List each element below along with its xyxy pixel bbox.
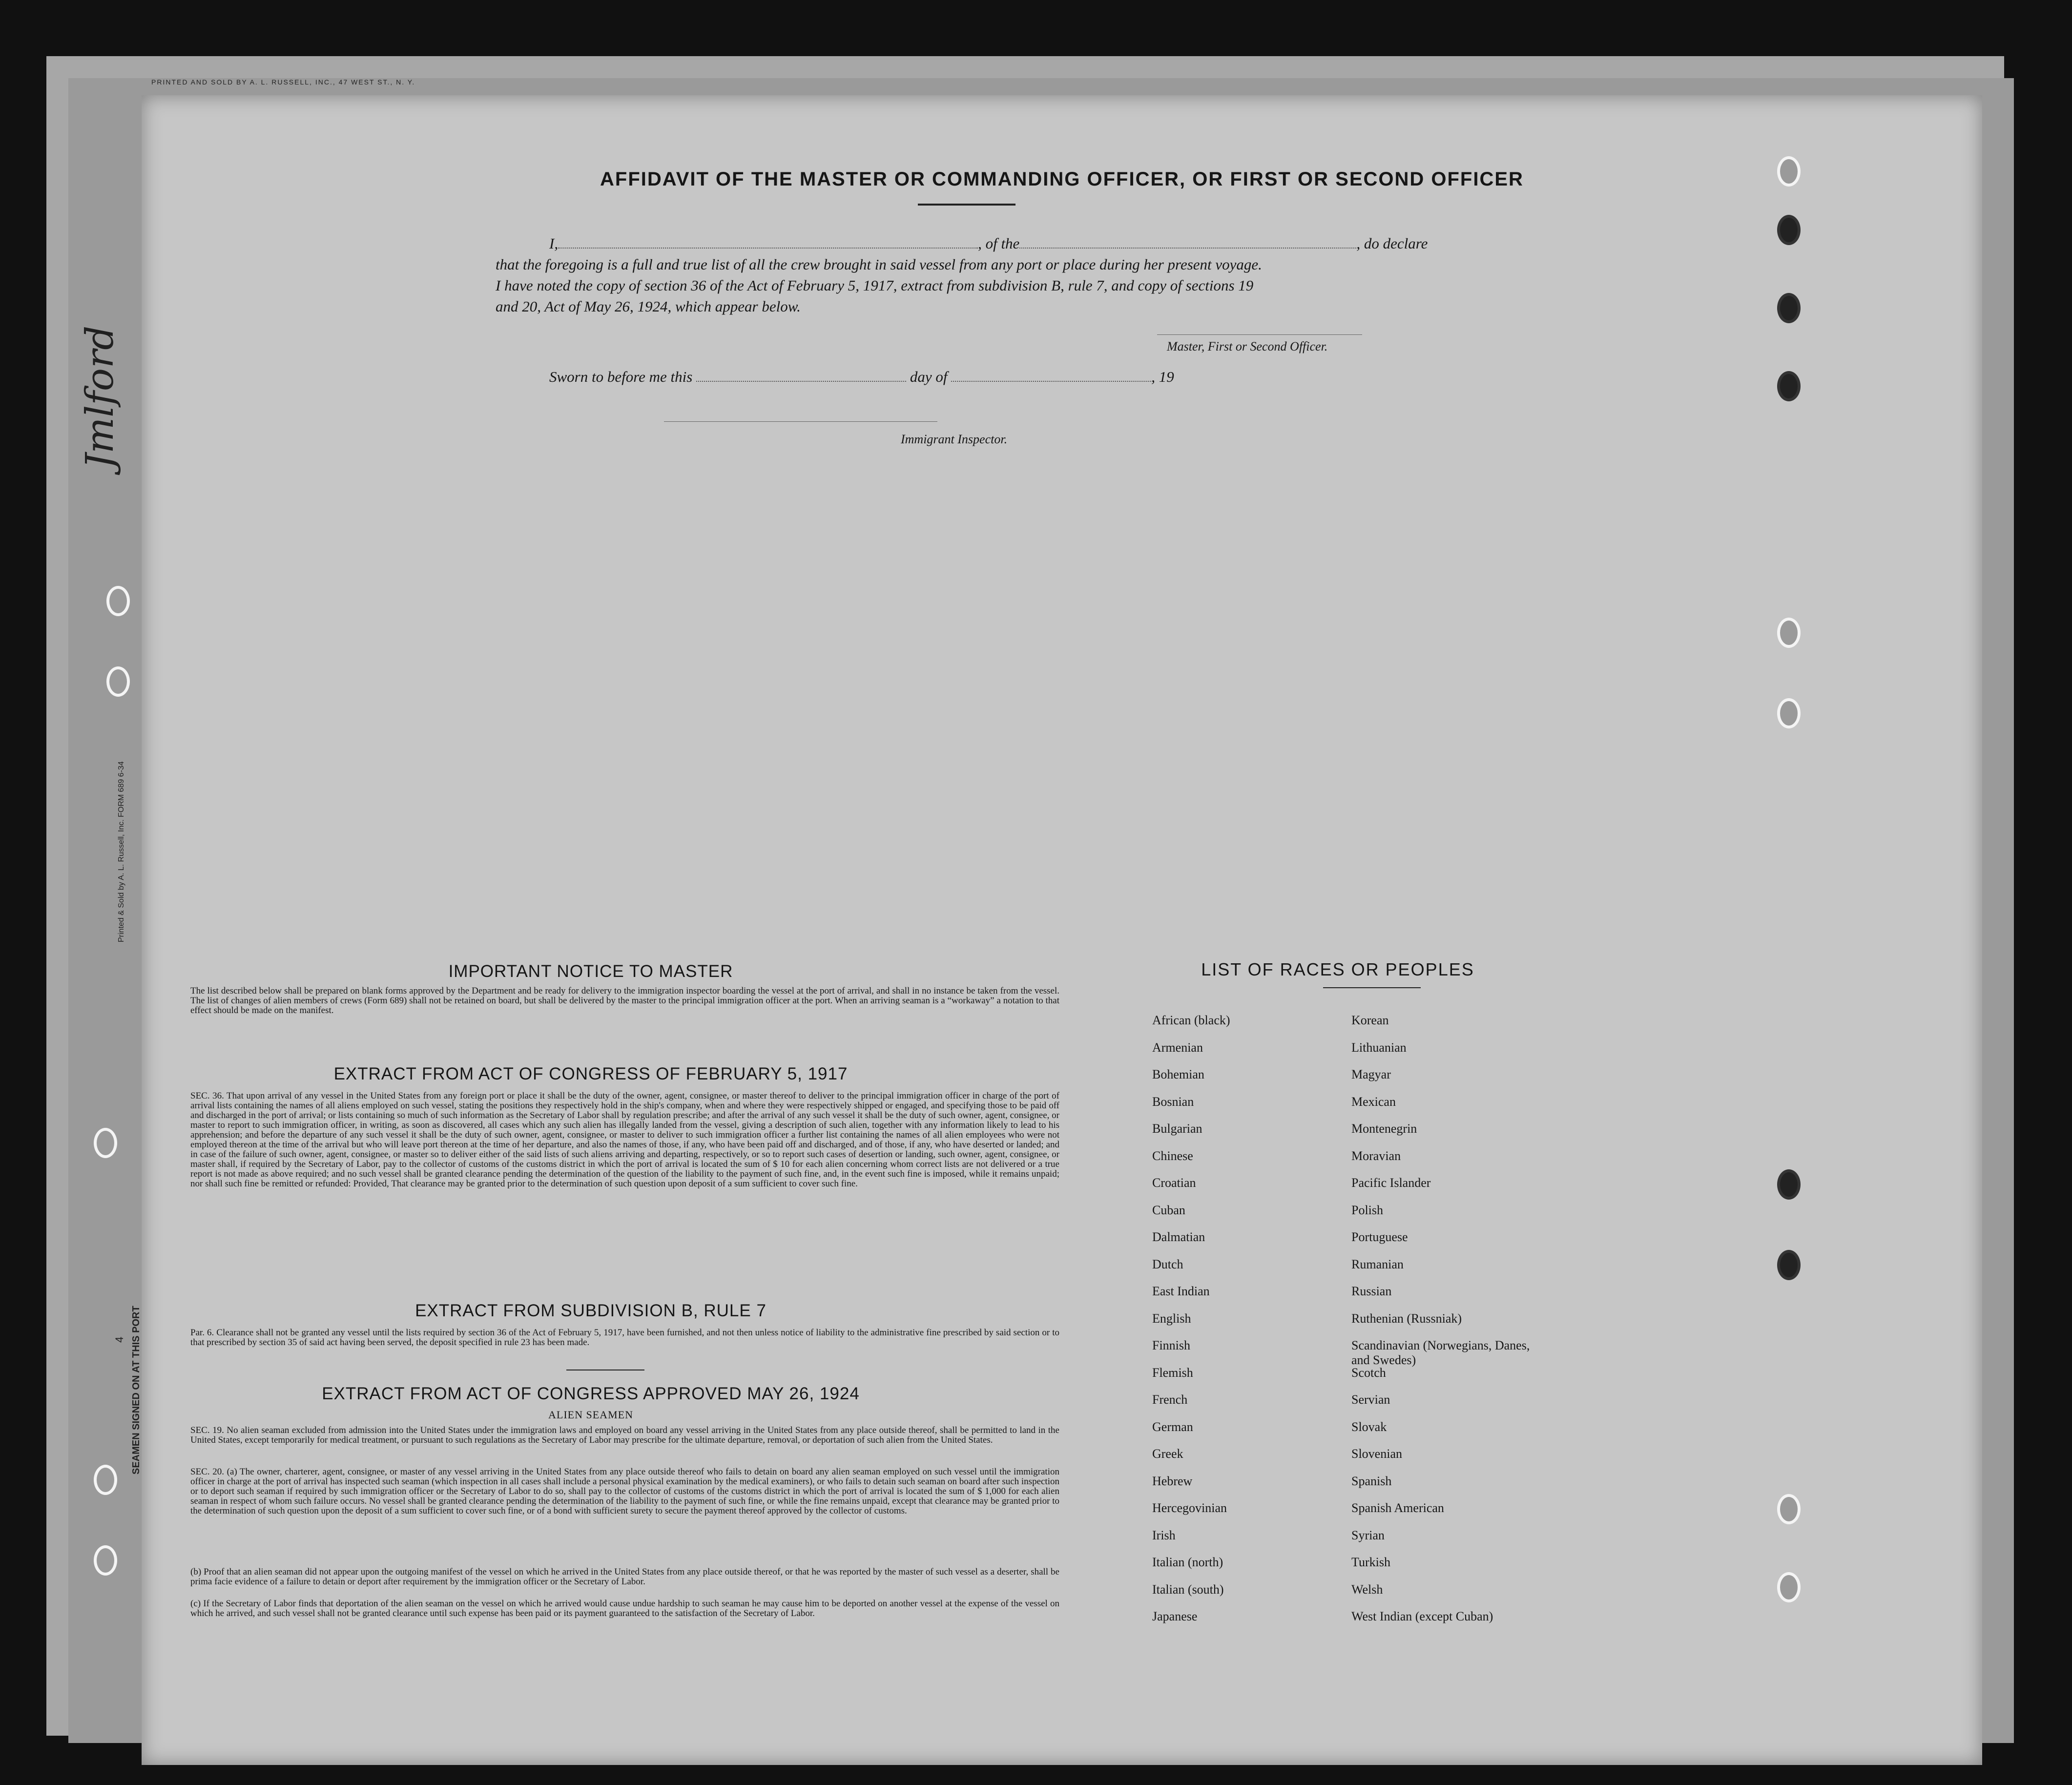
sec20c-text: (c) If the Secretary of Labor finds that deportation of the alien seaman on the vessel on which he arrived would cause undue hardship to such seaman he may cause him to be deported on another vessel at the expense of the vessel on which he arrived, and such vessel shall not be granted clearance until such expense has been paid or its payment guaranteed to the satisfaction of the Secretary of Labor. — [190, 1598, 1059, 1619]
races-rule — [1323, 987, 1421, 988]
binder-hole — [1777, 156, 1801, 187]
race-item: English — [1152, 1311, 1191, 1326]
binder-hole — [94, 1128, 117, 1158]
race-item: Japanese — [1152, 1609, 1198, 1623]
race-item: Magyar — [1351, 1067, 1391, 1081]
margin-printer-note: Printed & Sold by A. L. Russell, Inc. FORM 689 6-34 — [117, 761, 125, 942]
race-item: German — [1152, 1419, 1193, 1434]
binder-hole — [1777, 1572, 1801, 1602]
race-item: West Indian (except Cuban) — [1351, 1609, 1493, 1623]
sec19-text: SEC. 19. No alien seaman excluded from admission into the United States under the immigration laws and employed on board any vessel arriving in the United States from any place outside thereof, shall be permitted to land in the United States, except temporarily for medical treatment, or pursuant to such regulations as the Secretary of Labor may prescribe for the ultimate departure, removal, or deportation of such alien from the United States. — [190, 1425, 1059, 1445]
race-item: Bosnian — [1152, 1094, 1194, 1109]
affidavit-title: AFFIDAVIT OF THE MASTER OR COMMANDING OFFICER, OR FIRST OR SECOND OFFICER — [600, 168, 1524, 190]
extract-1917-body: SEC. 36. That upon arrival of any vessel in the United States from any foreign port or place it shall be the duty of the owner, agent, consignee, or master thereof to deliver to the principal immigration officer in charge of the port of arrival lists containing the names of all aliens employed on such vessel, stating the positions they respectively hold in the ship's company, when and where they were respectively shipped or engaged, and specifying those to be paid off and discharged in the port of arrival; or lists containing so much of such information as the Secretary of Labor shall by regulation prescribe; and after the arrival of any such vessel it shall be the duty of such owner, agent, consignee, or master to report to such immigration officer, in writing, as soon as discovered, all cases which any such alien has illegally landed from the vessel, giving a description of such alien, together with any information likely to lead to his apprehension; and before the departure of any such vessel it shall be the duty of such owner, agent, consignee, or master to deliver to such immigration officer a further list containing the names of all alien employees who were not employed thereon at the time of the arrival but who will leave port thereon at the time of her departure, and also the names of those, if any, who have been paid off and discharged, and of those, if any, who have deserted or landed; and in case of the failure of such owner, agent, consignee, or master so to deliver either of the said lists of such aliens arriving and departing, respectively, or so to report such cases of desertion or landing, such owner, agent, consignee, or master shall, if required by the Secretary of Labor, pay to the collector of customs of the customs district in which the port of arrival is located the sum of $ 10 for each alien concerning whom correct lists are not delivered or a true report is not made as above required; and no such vessel shall be granted clearance pending the determination of the question of the liability to the payment of such fine, and, in the event such fine is imposed, while it remains unpaid; nor shall such fine be remitted or refunded: Provided, That clearance may be granted prior to the determination of such question upon deposit of a sum sufficient to cover such fine. — [190, 1091, 1059, 1189]
race-item: Spanish — [1351, 1474, 1392, 1488]
rule7-title: EXTRACT FROM SUBDIVISION B, RULE 7 — [415, 1301, 767, 1320]
affidavit-line-4: and 20, Act of May 26, 1924, which appear below. — [496, 298, 801, 315]
affidavit-line-2: that the foregoing is a full and true list of all the crew brought in said vessel from any port or place during her present voyage. — [496, 256, 1262, 273]
race-item: Italian (north) — [1152, 1555, 1223, 1569]
binder-hole — [1777, 371, 1801, 401]
race-item: Pacific Islander — [1351, 1176, 1431, 1190]
race-item: Bulgarian — [1152, 1121, 1202, 1136]
race-item: Servian — [1351, 1392, 1390, 1407]
margin-number: 4 — [113, 1336, 125, 1343]
affidavit-line-3: I have noted the copy of section 36 of the Act of February 5, 1917, extract from subdivision B, rule 7, and copy of sections 19 — [496, 277, 1254, 294]
binder-hole — [1777, 1494, 1801, 1524]
race-item: African (black) — [1152, 1013, 1230, 1027]
race-item: Welsh — [1351, 1582, 1383, 1597]
margin-stamp: SEAMEN SIGNED ON AT THIS PORT — [131, 1306, 142, 1474]
race-item: Greek — [1152, 1447, 1183, 1461]
race-item: Russian — [1351, 1284, 1392, 1298]
binder-hole — [1777, 618, 1801, 648]
extract-1924-title: EXTRACT FROM ACT OF CONGRESS APPROVED MAY 26, 1924 — [322, 1384, 860, 1403]
master-signature-line — [1157, 334, 1362, 335]
notice-body: The list described below shall be prepared on blank forms approved by the Department and be ready for delivery to the immigration inspector boarding the vessel at the port of arrival, and shall in no instance be taken from the vessel. The list of changes of alien members of crews (Form 689) shall not be retained on board, but shall be delivered by the master to the principal immigration officer at the port. When an arriving seaman is a “workaway” a notation to that effect should be made on the manifest. — [190, 986, 1059, 1016]
binder-hole — [1777, 293, 1801, 323]
race-item: Scandinavian (Norwegians, Danes, and Swedes) — [1351, 1338, 1530, 1367]
sec20b-text: (b) Proof that an alien seaman did not appear upon the outgoing manifest of the vessel on which he arrived in the United States from any place outside thereof, or that he was reported by the master of such vessel as a deserter, shall be prima facie evidence of a failure to detain or deport after requirement by the immigration officer or the Secretary of Labor. — [190, 1567, 1059, 1587]
extract-1924-subtitle: ALIEN SEAMEN — [548, 1409, 633, 1421]
printer-imprint: PRINTED AND SOLD BY A. L. RUSSELL, INC., 47 WEST ST., N. Y. — [151, 78, 415, 86]
title-rule — [918, 204, 1015, 206]
race-item: Turkish — [1351, 1555, 1390, 1569]
race-item: Armenian — [1152, 1040, 1203, 1055]
race-item: Slovak — [1351, 1419, 1387, 1434]
race-item: Portuguese — [1351, 1230, 1408, 1244]
binder-hole — [1777, 215, 1801, 245]
race-item: Croatian — [1152, 1176, 1196, 1190]
race-item: Moravian — [1351, 1148, 1401, 1163]
binder-hole — [1777, 698, 1801, 728]
inspector-signature-line — [664, 421, 937, 422]
race-item: Italian (south) — [1152, 1582, 1224, 1597]
affidavit-line-1: I, , of the , do declare — [549, 235, 1428, 252]
race-item: Syrian — [1351, 1528, 1385, 1542]
handwritten-margin-note: Jmlford — [78, 325, 122, 469]
binder-hole — [106, 586, 130, 616]
race-item: Chinese — [1152, 1148, 1193, 1163]
race-item: Dalmatian — [1152, 1230, 1205, 1244]
race-item: Spanish American — [1351, 1501, 1444, 1515]
race-item: Montenegrin — [1351, 1121, 1417, 1136]
race-item: Lithuanian — [1351, 1040, 1407, 1055]
notice-title: IMPORTANT NOTICE TO MASTER — [448, 962, 733, 981]
race-item: Korean — [1351, 1013, 1389, 1027]
race-item: East Indian — [1152, 1284, 1210, 1298]
races-right-column — [1351, 1013, 1537, 1637]
binder-hole — [106, 666, 130, 697]
race-item: Ruthenian (Russniak) — [1351, 1311, 1462, 1326]
race-item: Scotch — [1351, 1365, 1386, 1380]
race-item: Cuban — [1152, 1203, 1185, 1217]
race-item: Slovenian — [1351, 1447, 1402, 1461]
sworn-line: Sworn to before me this day of , 19 — [549, 368, 1174, 385]
race-item: Rumanian — [1351, 1257, 1404, 1271]
binder-hole — [94, 1465, 117, 1495]
race-item: Flemish — [1152, 1365, 1193, 1380]
master-signature-label: Master, First or Second Officer. — [1167, 339, 1328, 353]
race-item: Irish — [1152, 1528, 1176, 1542]
races-left-column — [1152, 1013, 1230, 1637]
rule7-body: Par. 6. Clearance shall not be granted any vessel until the lists required by section 36 of the Act of February 5, 1917, have been furnished, and not then unless notice of liability to the administrative fine prescribed by said section or to that prescribed by section 35 of said act having been served, the deposit specified in rule 23 has been made. — [190, 1328, 1059, 1348]
race-item: Bohemian — [1152, 1067, 1204, 1081]
race-item: French — [1152, 1392, 1188, 1407]
race-item: Polish — [1351, 1203, 1384, 1217]
race-item: Hebrew — [1152, 1474, 1193, 1488]
races-title: LIST OF RACES OR PEOPLES — [1201, 959, 1474, 979]
race-item: Finnish — [1152, 1338, 1191, 1352]
binder-hole — [94, 1545, 117, 1576]
race-item: Mexican — [1351, 1094, 1396, 1109]
sec20a-text: SEC. 20. (a) The owner, charterer, agent, consignee, or master of any vessel arriving in the United States from any place outside thereof who fails to detain on board any alien seaman employed on such vessel until the immigration officer in charge at the port of arrival has inspected such seaman (which inspection in all cases shall include a personal physical examination by the medical examiners), or who fails to detain such seaman on board after such inspection or to deport such seaman if required by such immigration officer or the Secretary of Labor to do so, shall pay to the collector of customs of the customs district in which the port of arrival is located the sum of $ 1,000 for each alien seaman in respect of whom such failure occurs. No vessel shall be granted clearance pending the determination of the liability to the payment of such fine, or while the fine remains unpaid, except that clearance may be granted prior to the determination of such question upon the deposit of a sum sufficient to cover such fine, or of a bond with sufficient surety to secure the payment thereof approved by the collector of customs. — [190, 1467, 1059, 1516]
race-item: Hercegovinian — [1152, 1501, 1227, 1515]
race-item: Dutch — [1152, 1257, 1183, 1271]
form-page — [142, 95, 1982, 1765]
extract-1917-title: EXTRACT FROM ACT OF CONGRESS OF FEBRUARY 5, 1917 — [333, 1064, 848, 1083]
binder-hole — [1777, 1169, 1801, 1200]
inspector-signature-label: Immigrant Inspector. — [901, 432, 1008, 446]
binder-hole — [1777, 1250, 1801, 1280]
